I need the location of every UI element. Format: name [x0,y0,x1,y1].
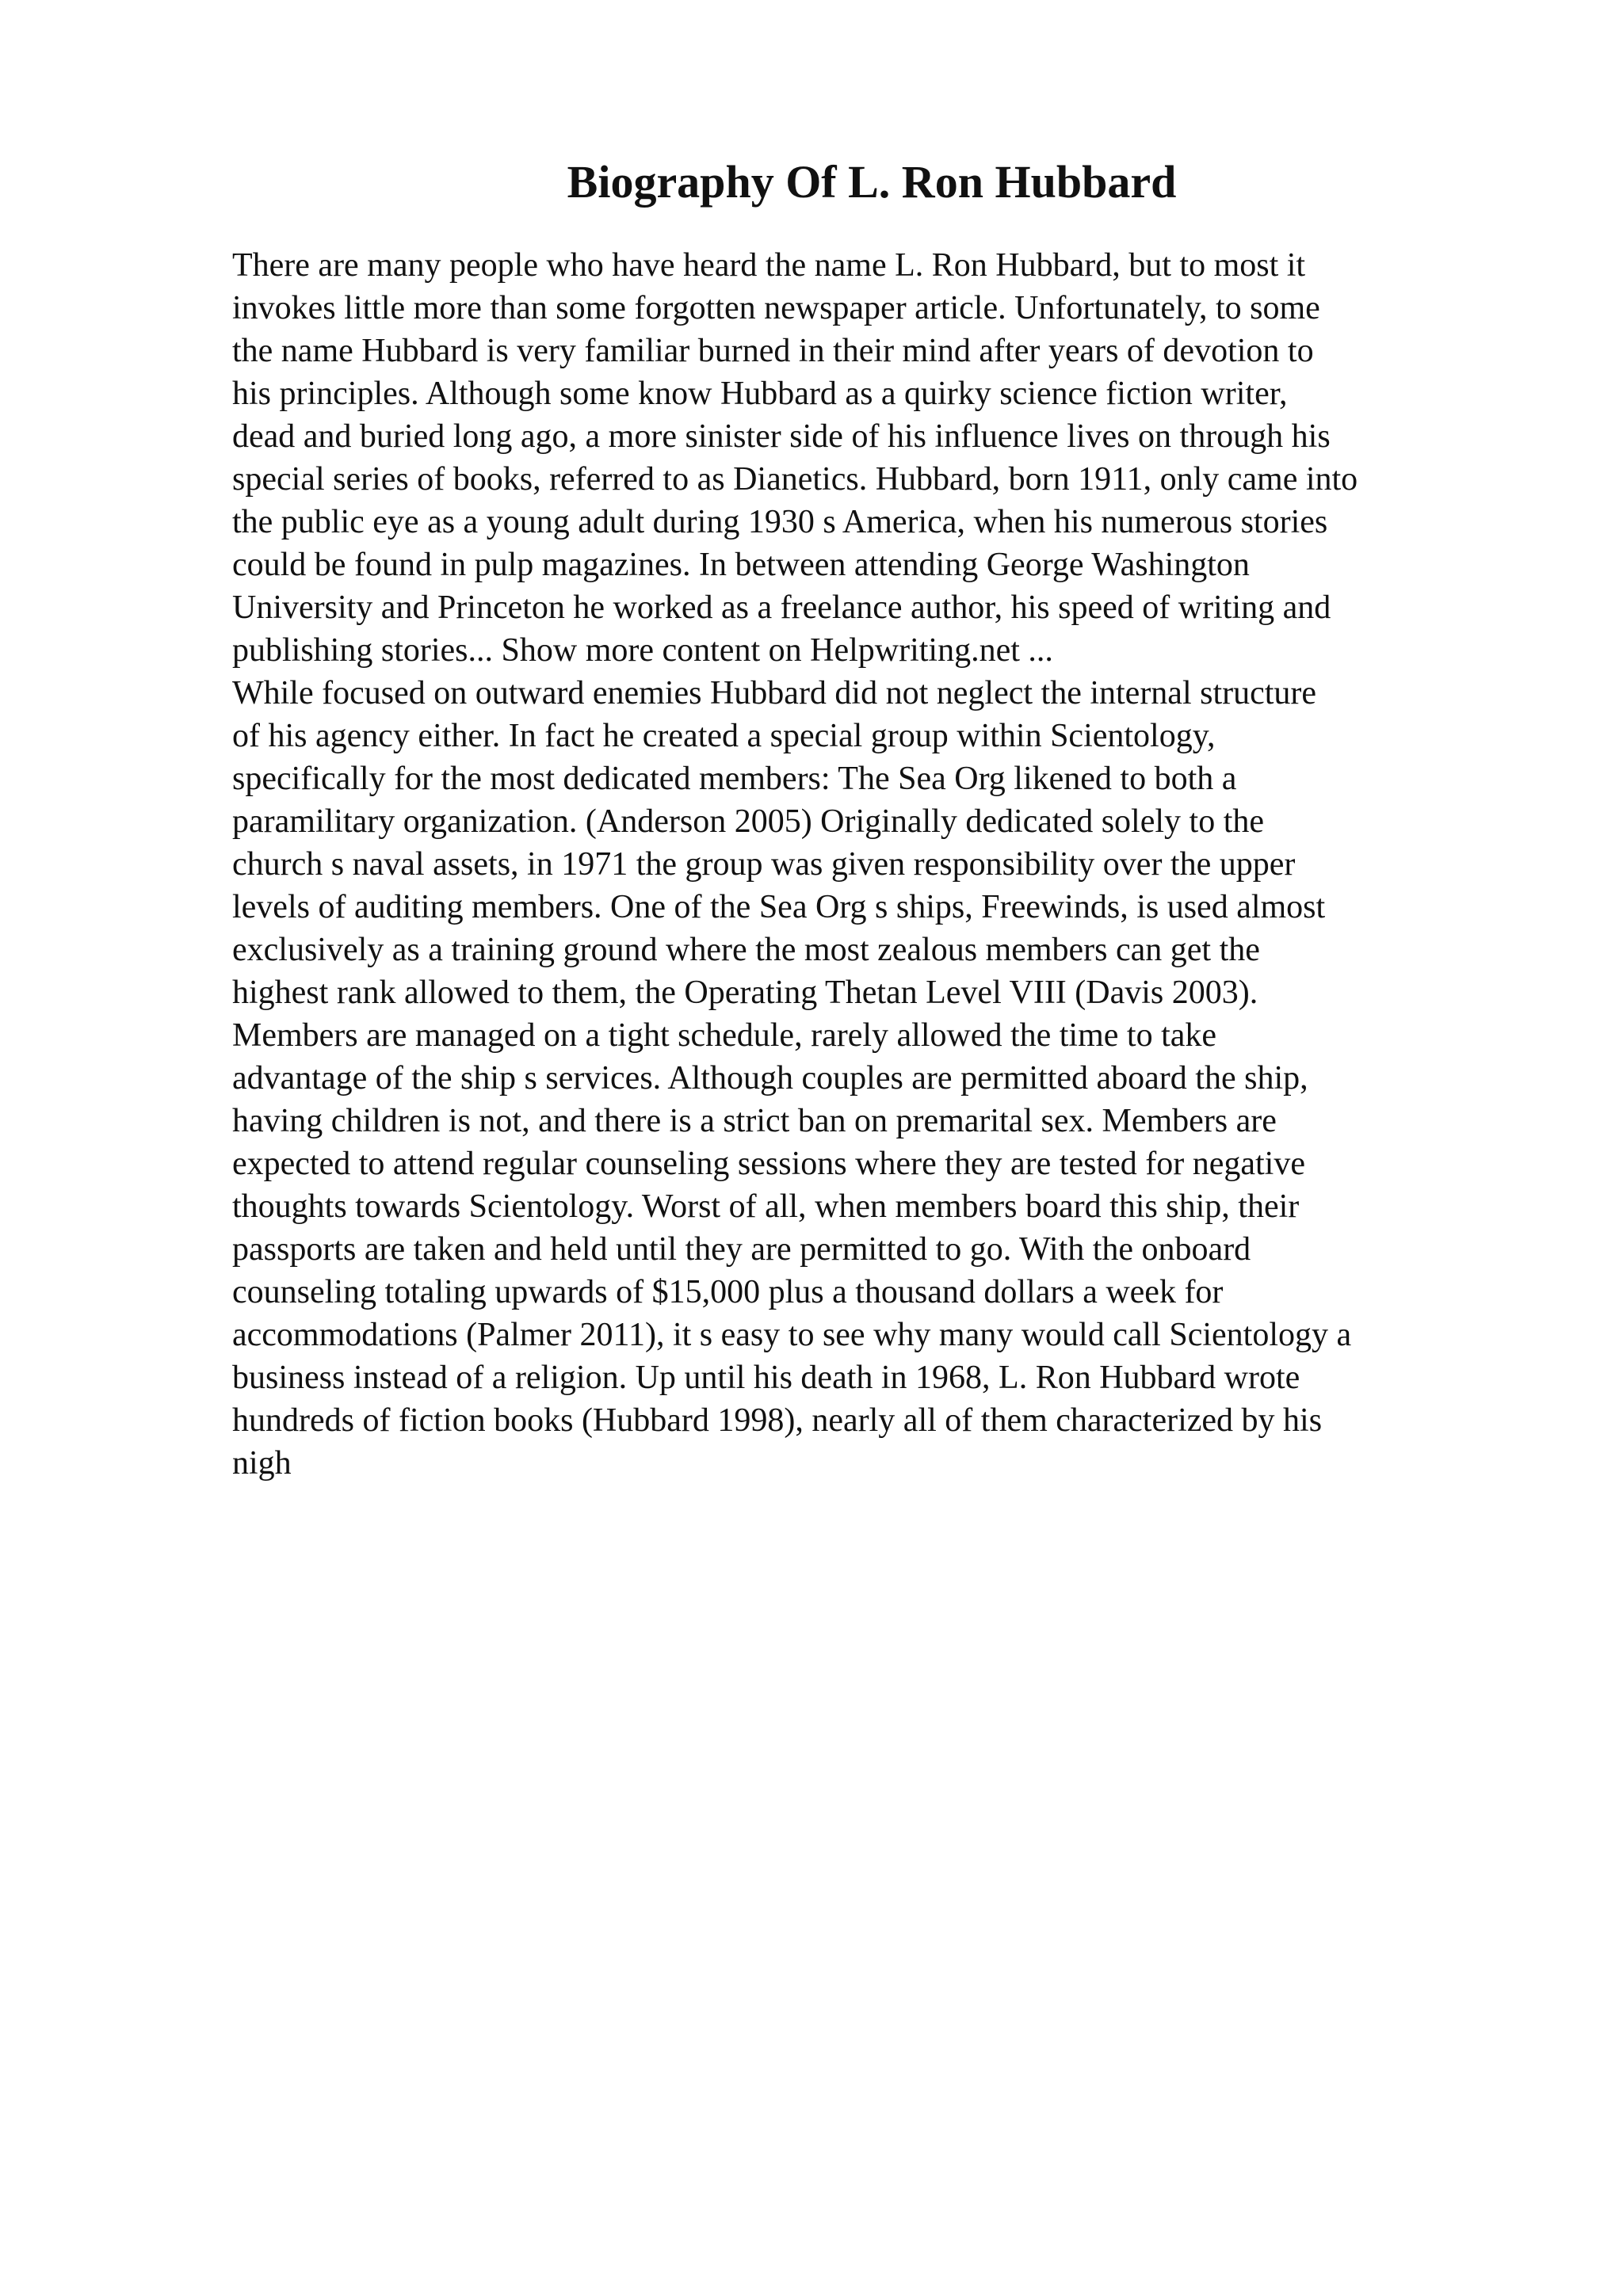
body-line: passports are taken and held until they are permitted to go. With the onboard [232,1231,1251,1268]
body-line: While focused on outward enemies Hubbard did not neglect the internal structure [232,675,1317,711]
body-line: accommodations (Palmer 2011), it s easy to see why many would call Scientology a [232,1317,1352,1353]
body-line: paramilitary organization. (Anderson 2005) Originally dedicated solely to the [232,803,1265,840]
body-line: publishing stories... Show more content on Helpwriting.net ... [232,632,1053,669]
body-line: having children is not, and there is a strict ban on premarital sex. Members are [232,1103,1277,1139]
body-line: the name Hubbard is very familiar burned in their mind after years of devotion to [232,333,1314,369]
body-line: thoughts towards Scientology. Worst of all, when members board this ship, their [232,1188,1300,1225]
body-line: dead and buried long ago, a more sinister side of his influence lives on through his [232,418,1331,455]
body-line: advantage of the ship s services. Although couples are permitted aboard the ship, [232,1060,1308,1097]
body-line: could be found in pulp magazines. In between attending George Washington [232,547,1250,583]
body-line: expected to attend regular counseling sessions where they are tested for negative [232,1146,1305,1182]
body-line: There are many people who have heard the name L. Ron Hubbard, but to most it [232,247,1306,284]
body-line: hundreds of fiction books (Hubbard 1998), nearly all of them characterized by his [232,1402,1323,1439]
body-line: Members are managed on a tight schedule, rarely allowed the time to take [232,1017,1217,1054]
body-line: exclusively as a training ground where the most zealous members can get the [232,932,1260,968]
document-title: Biography Of L. Ron Hubbard [567,156,1177,208]
body-line: levels of auditing members. One of the Sea Org s ships, Freewinds, is used almost [232,889,1326,925]
body-line: church s naval assets, in 1971 the group was given responsibility over the upper [232,846,1296,883]
body-line: the public eye as a young adult during 1930 s America, when his numerous stories [232,504,1328,540]
body-line: business instead of a religion. Up until his death in 1968, L. Ron Hubbard wrote [232,1360,1300,1396]
body-line: his principles. Although some know Hubbard as a quirky science fiction writer, [232,376,1288,412]
body-line: of his agency either. In fact he created a special group within Scientology, [232,718,1216,754]
body-line: highest rank allowed to them, the Operating Thetan Level VIII (Davis 2003). [232,974,1258,1011]
document-body [232,244,1516,1485]
body-line: special series of books, referred to as Dianetics. Hubbard, born 1911, only came into [232,461,1358,498]
body-line: specifically for the most dedicated members: The Sea Org likened to both a [232,761,1237,797]
body-line: counseling totaling upwards of $15,000 plus a thousand dollars a week for [232,1274,1224,1310]
body-line: University and Princeton he worked as a freelance author, his speed of writing and [232,589,1331,626]
body-line: invokes little more than some forgotten newspaper article. Unfortunately, to some [232,290,1320,326]
body-line: nigh [232,1445,292,1482]
